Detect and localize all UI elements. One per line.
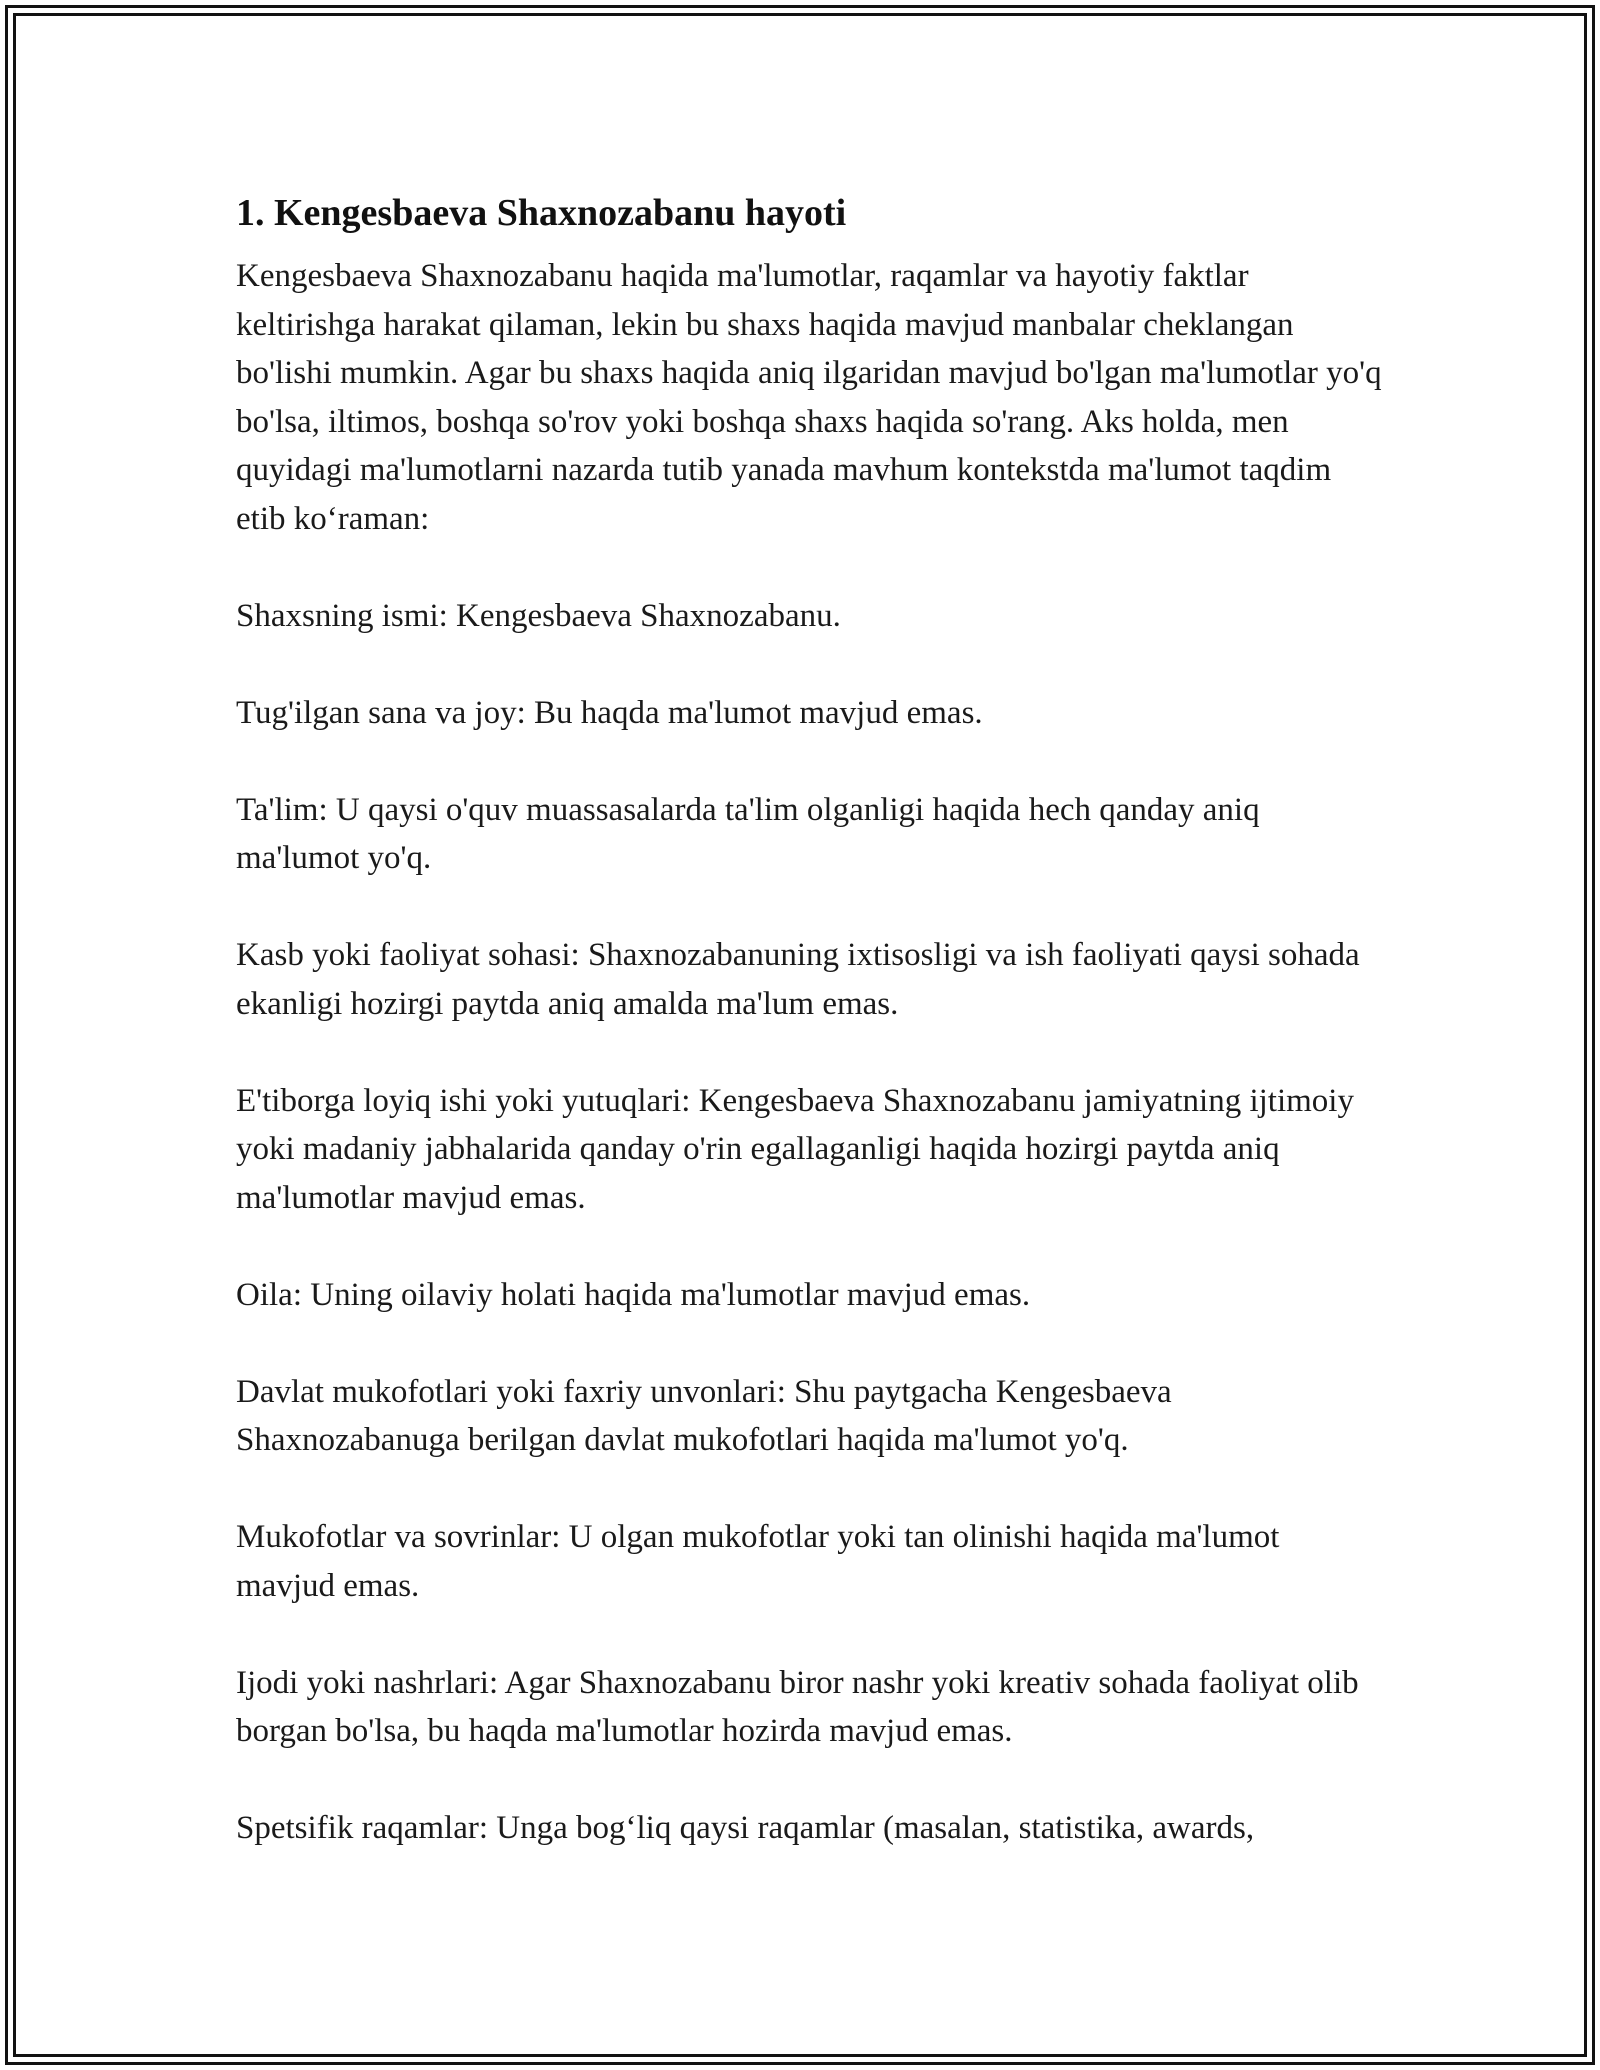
document-body (236, 188, 1386, 1901)
paragraph-intro: Kengesbaeva Shaxnozabanu haqida ma'lumotlar, raqamlar va hayotiy faktlar keltirishga harakat qilaman, lekin bu shaxs haqida mavjud manbalar cheklangan bo'lishi mumkin. Agar bu shaxs haqida aniq ilgaridan mavjud bo'lgan ma'lumotlar yo'q bo'lsa, iltimos, boshqa so'rov yoki boshqa shaxs haqida so'rang. Aks holda, men quyidagi ma'lumotlarni nazarda tutib yanada mavhum kontekstda ma'lumot taqdim etib ko‘raman: (236, 258, 1382, 537)
paragraph-awards-prizes: Mukofotlar va sovrinlar: U olgan mukofotlar yoki tan olinishi haqida ma'lumot mavjud emas. (236, 1519, 1280, 1604)
document-title: 1. Kengesbaeva Shaxnozabanu hayoti (236, 192, 847, 234)
paragraph-achievements: E'tiborga loyiq ishi yoki yutuqlari: Kengesbaeva Shaxnozabanu jamiyatning ijtimoiy yoki madaniy jabhalarida qanday o'rin egallaganligi haqida hozirgi paytda aniq ma'lumotlar mavjud emas. (236, 1082, 1354, 1216)
paragraph-name: Shaxsning ismi: Kengesbaeva Shaxnozabanu. (236, 597, 841, 634)
paragraph-specific-numbers: Spetsifik raqamlar: Unga bog‘liq qaysi raqamlar (masalan, statistika, awards, (236, 1810, 1255, 1846)
paragraph-publications: Ijodi yoki nashrlari: Agar Shaxnozabanu biror nashr yoki kreativ sohada faoliyat olib borgan bo'lsa, bu haqda ma'lumotlar hozirda mavjud emas. (236, 1664, 1359, 1749)
paragraph-state-awards: Davlat mukofotlari yoki faxriy unvonlari: Shu paytgacha Kengesbaeva Shaxnozabanuga berilgan davlat mukofotlari haqida ma'lumot yo'q. (236, 1373, 1172, 1458)
paragraph-birth: Tug'ilgan sana va joy: Bu haqda ma'lumot mavjud emas. (236, 694, 983, 731)
paragraph-profession: Kasb yoki faoliyat sohasi: Shaxnozabanuning ixtisosligi va ish faoliyati qaysi sohada ekanligi hozirgi paytda aniq amalda ma'lum emas. (236, 937, 1360, 1022)
paragraph-family: Oila: Uning oilaviy holati haqida ma'lumotlar mavjud emas. (236, 1276, 1031, 1313)
paragraph-education: Ta'lim: U qaysi o'quv muassasalarda ta'lim olganligi haqida hech qanday aniq ma'lumot yo'q. (236, 791, 1260, 876)
